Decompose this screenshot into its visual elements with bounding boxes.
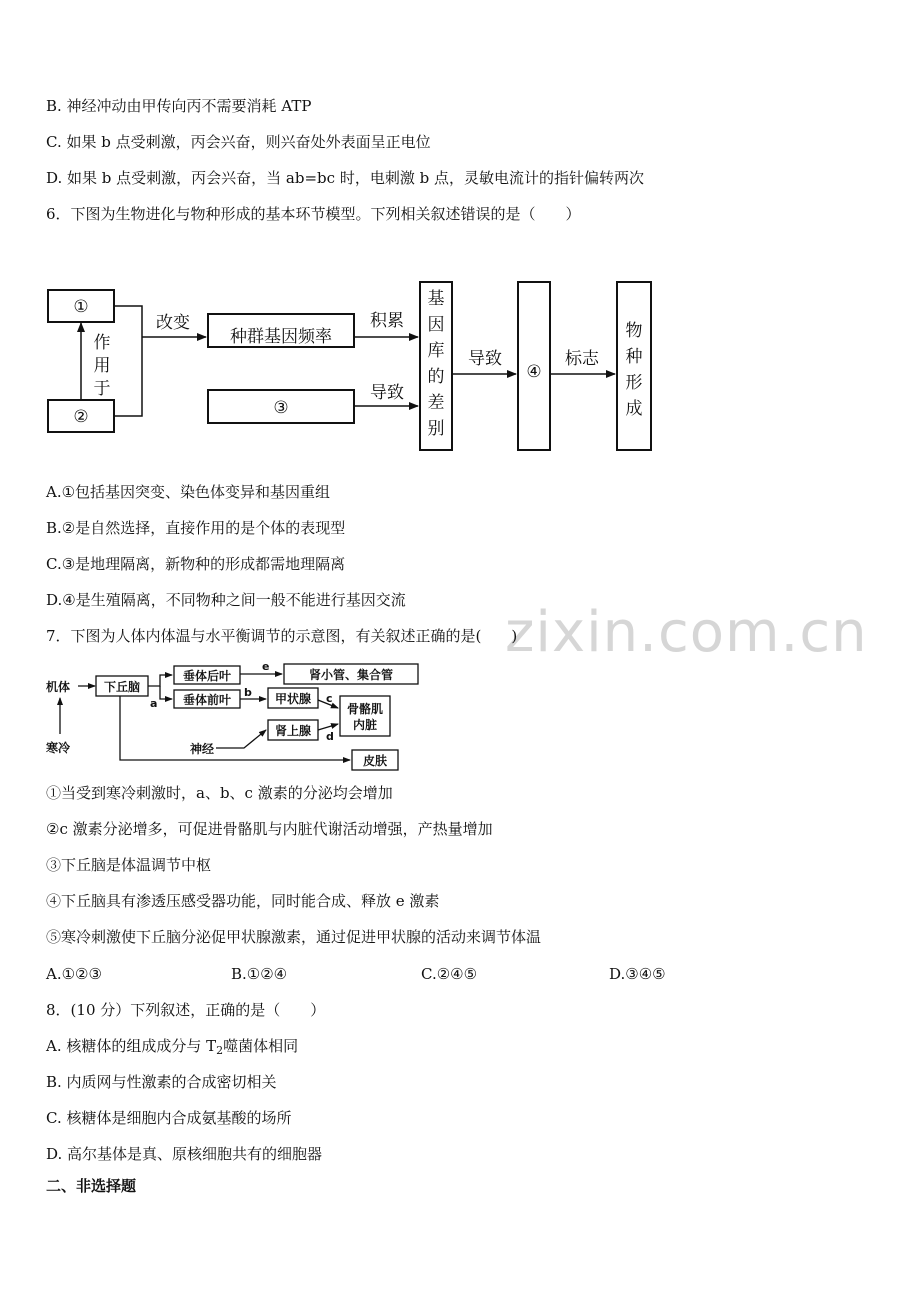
- label-d: d: [326, 730, 334, 743]
- adrenal-label: 肾上腺: [274, 724, 312, 738]
- q8-option-c: C. 核糖体是细胞内合成氨基酸的场所: [46, 1109, 292, 1127]
- muscle-label: 骨骼肌: [346, 702, 384, 716]
- cold-label: 寒冷: [46, 741, 71, 755]
- label-e: e: [262, 660, 270, 673]
- q6-stem: 6．下图为生物进化与物种形成的基本环节模型。下列相关叙述错误的是（ ）: [46, 205, 581, 223]
- speciation-char-3: 形: [625, 373, 643, 393]
- hypothalamus-label: 下丘脑: [103, 680, 141, 694]
- label-a: a: [150, 697, 158, 710]
- gene-pool-char-6: 别: [427, 419, 445, 439]
- lead-label-1: 导致: [370, 383, 404, 403]
- speciation-char-4: 成: [625, 399, 643, 419]
- regulation-diagram: [40, 658, 430, 776]
- q7-option-a: A.①②③: [46, 965, 102, 983]
- speciation-char-2: 种: [625, 347, 643, 367]
- posterior-pituitary-label: 垂体后叶: [182, 669, 232, 683]
- q8-option-b: B. 内质网与性激素的合成密切相关: [46, 1073, 277, 1091]
- q8-stem: 8．(10 分）下列叙述，正确的是（ ）: [46, 1001, 326, 1019]
- box-3-label: ③: [273, 398, 289, 418]
- q8-option-a: A. 核糖体的组成成分与 $T_2$噬菌体相同: [46, 1037, 299, 1057]
- q6-option-b: B.②是自然选择，直接作用的是个体的表现型: [46, 519, 346, 537]
- q5-option-c: C. 如果 b 点受刺激，丙会兴奋，则兴奋处外表面呈正电位: [46, 133, 431, 151]
- q7-statement-1: ①当受到寒冷刺激时，a、b、c 激素的分泌均会增加: [46, 784, 393, 802]
- change-label: 改变: [156, 313, 190, 333]
- act-on-char-3: 于: [93, 379, 111, 399]
- act-on-char-2: 用: [93, 356, 111, 376]
- q6-option-d: D.④是生殖隔离，不同物种之间一般不能进行基因交流: [46, 591, 406, 609]
- q7-statement-2: ②c 激素分泌增多，可促进骨骼肌与内脏代谢活动增强，产热量增加: [46, 820, 493, 838]
- q7-statement-3: ③下丘脑是体温调节中枢: [46, 856, 212, 874]
- q6-option-c: C.③是地理隔离，新物种的形成都需地理隔离: [46, 555, 346, 573]
- speciation-char-1: 物: [625, 321, 643, 341]
- q6-option-a: A.①包括基因突变、染色体变异和基因重组: [46, 483, 331, 501]
- organ-label: 内脏: [352, 718, 378, 732]
- box-2-label: ②: [73, 407, 89, 427]
- box-4-label: ④: [526, 362, 542, 382]
- q7-options: [46, 964, 876, 984]
- q7-statement-5: ⑤寒冷刺激使下丘脑分泌促甲状腺激素，通过促进甲状腺的活动来调节体温: [46, 928, 542, 946]
- skin-label: 皮肤: [362, 754, 388, 768]
- q5-option-b: B. 神经冲动由甲传向丙不需要消耗 ATP: [46, 97, 312, 115]
- label-c: c: [326, 692, 333, 705]
- accumulate-label: 积累: [370, 311, 404, 331]
- q7-option-d: D.③④⑤: [609, 965, 666, 983]
- anterior-pituitary-label: 垂体前叶: [182, 693, 232, 707]
- gene-pool-char-2: 因: [427, 315, 445, 335]
- lead-label-2: 导致: [468, 349, 502, 369]
- subscript-2: 2: [216, 1044, 224, 1057]
- evolution-diagram: [40, 270, 660, 460]
- q7-option-c: C.②④⑤: [421, 965, 478, 983]
- q7-option-b: B.①②④: [231, 965, 288, 983]
- mark-label: 标志: [565, 349, 599, 369]
- box-1-label: ①: [73, 297, 89, 317]
- section-heading: 二、非选择题: [46, 1177, 137, 1195]
- gene-pool-char-5: 差: [427, 393, 445, 413]
- thyroid-label: 甲状腺: [274, 692, 312, 706]
- q7-stem: 7．下图为人体内体温与水平衡调节的示意图，有关叙述正确的是( ): [46, 627, 518, 645]
- gene-pool-char-4: 的: [427, 367, 445, 387]
- gene-pool-char-1: 基: [427, 289, 445, 309]
- gene-freq-label: 种群基因频率: [230, 327, 332, 347]
- gene-pool-char-3: 库: [427, 341, 445, 361]
- body-label: 机体: [46, 680, 71, 694]
- act-on-char-1: 作: [93, 333, 111, 353]
- nerve-label: 神经: [190, 742, 215, 756]
- label-b: b: [244, 686, 252, 699]
- q8-option-d: D. 高尔基体是真、原核细胞共有的细胞器: [46, 1145, 323, 1163]
- watermark: zixin.com.cn: [505, 600, 868, 665]
- q7-statement-4: ④下丘脑具有渗透压感受器功能，同时能合成、释放 e 激素: [46, 892, 440, 910]
- q5-option-d: D. 如果 b 点受刺激，丙会兴奋，当 ab=bc 时，电刺激 b 点，灵敏电流计的指针偏转两次: [46, 169, 644, 187]
- kidney-label: 肾小管、集合管: [308, 668, 394, 682]
